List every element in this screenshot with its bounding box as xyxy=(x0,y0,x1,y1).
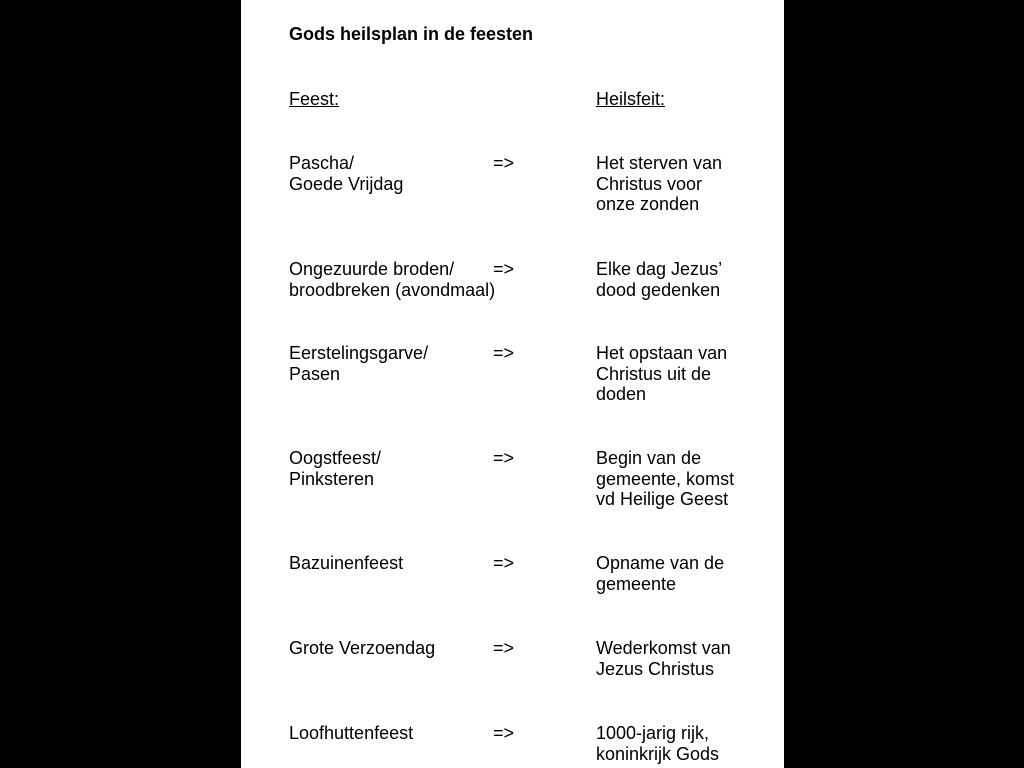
arrow-symbol: => xyxy=(493,638,515,658)
feast-name-line: Pascha/ xyxy=(289,153,355,173)
feast-name-line: Grote Verzoendag xyxy=(289,638,436,658)
arrow-symbol: => xyxy=(493,553,515,573)
salvation-fact-line: dood gedenken xyxy=(596,279,721,300)
salvation-fact xyxy=(596,448,734,510)
salvation-fact-line: Opname van de xyxy=(596,553,725,573)
salvation-fact-line: doden xyxy=(596,384,647,404)
feast-name-line: Goede Vrijdag xyxy=(289,173,404,194)
arrow-symbol: => xyxy=(493,153,515,173)
feast-name-line: Ongezuurde broden/ xyxy=(289,259,455,279)
salvation-fact xyxy=(596,723,719,764)
salvation-fact-line: Jezus Christus xyxy=(596,658,715,679)
feast-name xyxy=(289,343,428,384)
feast-name xyxy=(289,638,435,659)
feast-name-line: Pinksteren xyxy=(289,468,375,489)
feast-name-line: Bazuinenfeest xyxy=(289,553,404,573)
salvation-fact-line: gemeente, komst xyxy=(596,468,735,489)
feast-row-pascha xyxy=(241,153,784,223)
salvation-fact-line: koninkrijk Gods xyxy=(596,743,720,764)
arrow-symbol: => xyxy=(493,259,515,279)
salvation-fact-line: Het sterven van xyxy=(596,153,723,173)
salvation-fact-line: Begin van de xyxy=(596,448,702,468)
salvation-fact xyxy=(596,638,731,679)
feast-name xyxy=(289,448,381,489)
column-header-feest: Feest: xyxy=(289,89,340,109)
salvation-fact-line: 1000-jarig rijk, xyxy=(596,723,710,743)
column-header-heilsfeit: Heilsfeit: xyxy=(596,89,666,109)
arrow-symbol: => xyxy=(493,723,515,743)
arrow-symbol: => xyxy=(493,448,515,468)
document-page xyxy=(241,0,784,768)
page-title: Gods heilsplan in de feesten xyxy=(289,24,534,44)
feast-name xyxy=(289,553,403,574)
salvation-fact-line: gemeente xyxy=(596,573,677,594)
feast-row-bazuinenfeest xyxy=(241,553,784,623)
feast-row-ongezuurde-broden xyxy=(241,259,784,329)
feast-row-grote-verzoendag xyxy=(241,638,784,708)
salvation-fact xyxy=(596,259,722,300)
feast-row-eerstelingsgarve xyxy=(241,343,784,413)
feast-row-oogstfeest xyxy=(241,448,784,518)
feast-row-loofhuttenfeest xyxy=(241,723,784,768)
salvation-fact-line: Elke dag Jezus’ xyxy=(596,259,723,279)
feast-name xyxy=(289,259,495,300)
salvation-fact-line: onze zonden xyxy=(596,194,700,214)
feast-name xyxy=(289,153,403,194)
feast-name xyxy=(289,723,413,744)
salvation-fact-line: Het opstaan van xyxy=(596,343,728,363)
salvation-fact-line: Wederkomst van xyxy=(596,638,731,658)
salvation-fact xyxy=(596,553,724,594)
salvation-fact-line: Christus uit de xyxy=(596,363,712,384)
feast-name-line: Loofhuttenfeest xyxy=(289,723,414,743)
feast-name-line: Oogstfeest/ xyxy=(289,448,382,468)
arrow-symbol: => xyxy=(493,343,515,363)
salvation-fact xyxy=(596,343,727,405)
salvation-fact-line: vd Heilige Geest xyxy=(596,489,729,509)
feast-name-line: Eerstelingsgarve/ xyxy=(289,343,429,363)
salvation-fact-line: Christus voor xyxy=(596,173,703,194)
feast-name-line: Pasen xyxy=(289,363,341,384)
salvation-fact xyxy=(596,153,722,215)
feast-name-line: broodbreken (avondmaal) xyxy=(289,279,496,300)
